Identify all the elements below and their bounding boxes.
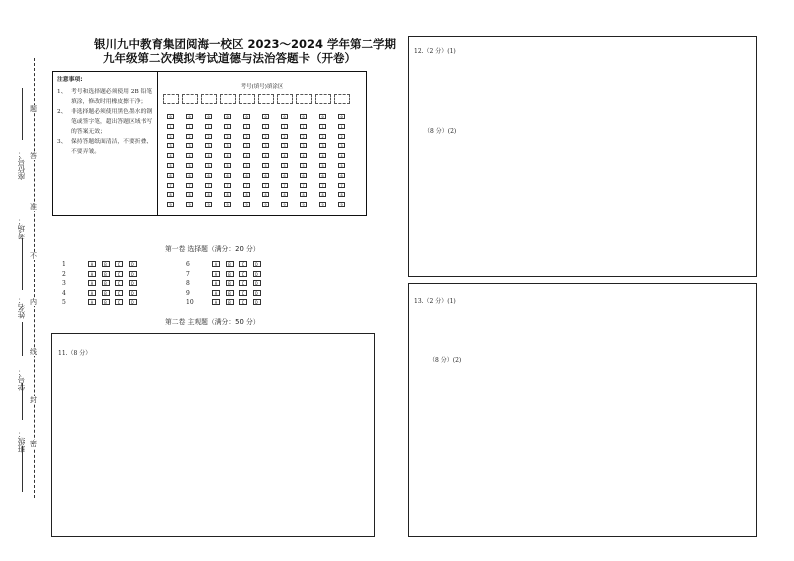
id-column (163, 94, 179, 214)
id-digit-bubble[interactable]: 5 (338, 163, 345, 168)
id-digit-bubble[interactable]: 1 (205, 124, 212, 129)
id-digit-bubble[interactable]: 0 (186, 114, 193, 119)
binding-char: 密 (30, 440, 37, 448)
id-digit-bubble[interactable]: 1 (224, 124, 231, 129)
mc-option-bubble[interactable]: A (212, 280, 220, 286)
q13-part2-label: （8 分）(2) (429, 357, 462, 364)
mc-option-bubble[interactable]: D (129, 290, 137, 296)
mc-option-bubble[interactable]: D (253, 290, 261, 296)
id-digit-bubble[interactable]: 7 (300, 183, 307, 188)
id-digit-bubble[interactable]: 6 (205, 173, 212, 178)
binding-char: 不 (30, 252, 37, 260)
notice-item (57, 107, 153, 137)
id-digit-bubble[interactable]: 3 (338, 143, 345, 148)
id-digit-bubble[interactable]: 3 (167, 143, 174, 148)
mc-question-row (186, 289, 258, 298)
id-digit-bubble[interactable]: 5 (224, 163, 231, 168)
id-digit-bubble[interactable]: 1 (262, 124, 269, 129)
id-digit-bubble[interactable]: 2 (205, 134, 212, 139)
id-digit-bubble[interactable]: 9 (338, 202, 345, 207)
id-digit-bubble[interactable]: 6 (167, 173, 174, 178)
id-digit-bubble[interactable]: 9 (167, 202, 174, 207)
notice-item-text: 保持答题纸面清洁，不要折叠、不要弄皱。 (71, 139, 153, 155)
id-digit-bubble[interactable]: 1 (319, 124, 326, 129)
id-digit-bubble[interactable]: 4 (167, 153, 174, 158)
id-digit-bubble[interactable]: 9 (262, 202, 269, 207)
mc-option-bubble[interactable]: B (226, 299, 234, 305)
id-digit-bubble[interactable]: 5 (167, 163, 174, 168)
id-digit-bubble[interactable]: 4 (338, 153, 345, 158)
mc-option-bubble[interactable]: A (88, 299, 96, 305)
mc-question-number: 7 (186, 270, 190, 278)
id-digit-bubble[interactable]: 9 (243, 202, 250, 207)
id-digit-bubble[interactable]: 0 (224, 114, 231, 119)
id-digit-bubble[interactable]: 2 (167, 134, 174, 139)
mc-question-row (62, 280, 134, 288)
id-digit-bubble[interactable]: 4 (224, 153, 231, 158)
id-digit-bubble[interactable]: 9 (186, 202, 193, 207)
id-digit-bubble[interactable]: 2 (300, 134, 307, 139)
mc-question-number: 9 (186, 289, 190, 297)
mc-option-bubble[interactable]: C (115, 290, 123, 296)
id-digit-bubble[interactable]: 3 (224, 143, 231, 148)
mc-question-number: 6 (186, 261, 190, 268)
id-digit-bubble[interactable]: 5 (281, 163, 288, 168)
id-digit-write-box[interactable] (315, 94, 331, 104)
mc-option-bubble[interactable]: A (88, 280, 96, 286)
id-digit-bubble[interactable]: 2 (224, 134, 231, 139)
id-digit-bubble[interactable]: 1 (167, 124, 174, 129)
id-digit-bubble[interactable]: 8 (243, 192, 250, 197)
id-digit-bubble[interactable]: 6 (243, 173, 250, 178)
id-digit-write-box[interactable] (239, 94, 255, 104)
binding-dashed-line (34, 58, 35, 498)
mc-option-bubble[interactable]: D (129, 271, 137, 277)
notice-item-number: 1、 (57, 89, 67, 95)
id-digit-bubble[interactable]: 5 (300, 163, 307, 168)
id-digit-bubble[interactable]: 1 (338, 124, 345, 129)
id-digit-bubble[interactable]: 0 (338, 114, 345, 119)
mc-option-bubble[interactable]: A (212, 299, 220, 305)
mc-option-bubble[interactable]: C (239, 280, 247, 286)
notice-item-text: 非选择题必须使用黑色墨水的钢笔或签字笔，超出答题区域书写的答案无效； (71, 109, 153, 135)
id-digit-bubble[interactable]: 5 (319, 163, 326, 168)
mc-option-bubble[interactable]: C (115, 271, 123, 277)
id-digit-bubble[interactable]: 9 (300, 202, 307, 207)
id-digit-bubble[interactable]: 8 (338, 192, 345, 197)
id-digit-bubble[interactable]: 7 (167, 183, 174, 188)
binding-fill-line[interactable] (22, 446, 23, 492)
id-digit-bubble[interactable]: 4 (262, 153, 269, 158)
mc-question-number: 8 (186, 280, 190, 287)
id-digit-bubble[interactable]: 8 (224, 192, 231, 197)
id-digit-bubble[interactable]: 2 (319, 134, 326, 139)
id-column (239, 94, 255, 214)
id-digit-bubble[interactable]: 4 (281, 153, 288, 158)
id-digit-bubble[interactable]: 7 (205, 183, 212, 188)
student-id-grid[interactable] (163, 94, 358, 214)
id-digit-bubble[interactable]: 4 (205, 153, 212, 158)
id-column (201, 94, 217, 214)
mc-option-bubble[interactable]: B (102, 261, 110, 267)
id-digit-bubble[interactable]: 1 (281, 124, 288, 129)
id-digit-bubble[interactable]: 3 (300, 143, 307, 148)
mc-question-number: 3 (62, 280, 66, 287)
part2-title: 第二卷 主观题（满分：50 分） (165, 318, 260, 326)
mc-option-bubble[interactable]: C (115, 299, 123, 305)
id-digit-bubble[interactable]: 8 (205, 192, 212, 197)
id-column (182, 94, 198, 214)
id-digit-bubble[interactable]: 0 (243, 114, 250, 119)
mc-option-bubble[interactable]: A (212, 261, 220, 267)
id-digit-bubble[interactable]: 3 (186, 143, 193, 148)
binding-field-label: 班级： (17, 430, 26, 453)
q11-label: 11.（8 分） (58, 350, 92, 357)
mc-question-number: 1 (62, 261, 66, 268)
notice-instructions (53, 72, 158, 215)
id-digit-bubble[interactable]: 8 (319, 192, 326, 197)
mc-option-bubble[interactable]: B (226, 290, 234, 296)
id-digit-bubble[interactable]: 7 (319, 183, 326, 188)
q13-part1-label: 13.（2 分）(1) (414, 298, 456, 305)
mc-option-bubble[interactable]: B (102, 290, 110, 296)
title-line-1: 银川九中教育集团阅海一校区 2023～2024 学年第二学期 (94, 37, 397, 51)
mc-option-bubble[interactable]: D (129, 280, 137, 286)
id-digit-write-box[interactable] (163, 94, 179, 104)
mc-option-bubble[interactable]: A (88, 290, 96, 296)
id-digit-bubble[interactable]: 8 (167, 192, 174, 197)
mc-question-row (62, 289, 134, 298)
id-digit-bubble[interactable]: 9 (319, 202, 326, 207)
id-digit-bubble[interactable]: 9 (205, 202, 212, 207)
id-digit-bubble[interactable]: 6 (262, 173, 269, 178)
binding-char: 准 (30, 203, 37, 211)
answer-box-q11[interactable] (51, 333, 375, 537)
mc-option-bubble[interactable]: C (115, 280, 123, 286)
mc-option-bubble[interactable]: C (115, 261, 123, 267)
mc-option-bubble[interactable]: A (212, 271, 220, 277)
id-digit-bubble[interactable]: 2 (243, 134, 250, 139)
binding-field-label: 学号： (17, 368, 26, 391)
id-digit-bubble[interactable]: 7 (338, 183, 345, 188)
id-digit-bubble[interactable]: 5 (205, 163, 212, 168)
binding-fill-line[interactable] (22, 322, 23, 356)
mc-option-bubble[interactable]: A (88, 261, 96, 267)
binding-fill-line[interactable] (22, 238, 23, 290)
mc-option-bubble[interactable]: B (102, 299, 110, 305)
answer-box-q12[interactable] (408, 36, 757, 277)
id-digit-bubble[interactable]: 8 (186, 192, 193, 197)
notice-item (57, 137, 153, 157)
mc-question-row (62, 261, 134, 269)
binding-field-label: 考场： (17, 217, 26, 240)
id-column (296, 94, 312, 214)
binding-fill-line[interactable] (22, 383, 23, 420)
id-digit-bubble[interactable]: 0 (281, 114, 288, 119)
binding-char: 题 (30, 105, 37, 113)
notice-item-number: 3、 (57, 139, 67, 145)
id-digit-bubble[interactable]: 5 (186, 163, 193, 168)
id-digit-bubble[interactable]: 1 (243, 124, 250, 129)
id-digit-bubble[interactable]: 7 (281, 183, 288, 188)
id-digit-bubble[interactable]: 2 (186, 134, 193, 139)
mc-question-row (62, 299, 134, 307)
id-digit-bubble[interactable]: 3 (243, 143, 250, 148)
id-digit-bubble[interactable]: 0 (205, 114, 212, 119)
id-digit-bubble[interactable]: 2 (338, 134, 345, 139)
notice-heading: 注意事项: (57, 77, 83, 83)
id-digit-bubble[interactable]: 7 (224, 183, 231, 188)
id-digit-bubble[interactable]: 5 (262, 163, 269, 168)
mc-question-number: 10 (186, 299, 194, 306)
id-column (220, 94, 236, 214)
id-digit-bubble[interactable]: 6 (224, 173, 231, 178)
mc-question-number: 2 (62, 270, 66, 278)
id-digit-bubble[interactable]: 4 (186, 153, 193, 158)
id-digit-bubble[interactable]: 8 (281, 192, 288, 197)
id-digit-bubble[interactable]: 1 (300, 124, 307, 129)
id-column (277, 94, 293, 214)
id-digit-bubble[interactable]: 1 (186, 124, 193, 129)
title-line-2: 九年级第二次模拟考试道德与法治答题卡（开卷） (103, 51, 356, 65)
id-digit-bubble[interactable]: 3 (281, 143, 288, 148)
mc-option-bubble[interactable]: C (239, 271, 247, 277)
mc-question-row (62, 270, 134, 279)
id-digit-write-box[interactable] (296, 94, 312, 104)
binding-char: 内 (30, 298, 37, 306)
mc-option-bubble[interactable]: D (253, 271, 261, 277)
part1-title: 第一卷 选择题（满分：20 分） (165, 245, 260, 253)
notice-item-text: 考号和选择题必须使用 2B 铅笔填涂，修改时用橡皮擦干净； (71, 89, 153, 105)
mc-question-number: 4 (62, 289, 66, 297)
id-digit-bubble[interactable]: 2 (262, 134, 269, 139)
id-digit-bubble[interactable]: 6 (338, 173, 345, 178)
binding-char: 答 (30, 152, 37, 160)
id-digit-bubble[interactable]: 4 (243, 153, 250, 158)
mc-option-bubble[interactable]: B (226, 271, 234, 277)
mc-option-bubble[interactable]: A (88, 271, 96, 277)
q12-part1-label: 12.（2 分）(1) (414, 48, 456, 55)
id-grid-title: 考号(填号)填涂区 (240, 84, 284, 90)
mc-question-row (186, 270, 258, 279)
mc-option-bubble[interactable]: D (253, 280, 261, 286)
id-digit-bubble[interactable]: 0 (262, 114, 269, 119)
binding-char: 线 (30, 348, 37, 356)
id-digit-write-box[interactable] (277, 94, 293, 104)
mc-option-bubble[interactable]: D (129, 261, 137, 267)
id-digit-bubble[interactable]: 6 (281, 173, 288, 178)
binding-field-label: 姓名： (17, 296, 26, 319)
id-digit-write-box[interactable] (220, 94, 236, 104)
id-digit-bubble[interactable]: 0 (300, 114, 307, 119)
id-digit-bubble[interactable]: 4 (300, 153, 307, 158)
mc-option-bubble[interactable]: D (253, 299, 261, 305)
id-digit-bubble[interactable]: 3 (205, 143, 212, 148)
binding-fill-line[interactable] (22, 88, 23, 140)
mc-question-row (186, 261, 258, 269)
mc-option-bubble[interactable]: B (102, 280, 110, 286)
id-digit-bubble[interactable]: 0 (319, 114, 326, 119)
id-digit-bubble[interactable]: 7 (243, 183, 250, 188)
binding-field-label: 座位号： (17, 150, 26, 180)
id-digit-bubble[interactable]: 9 (281, 202, 288, 207)
id-digit-bubble[interactable]: 2 (281, 134, 288, 139)
id-digit-bubble[interactable]: 6 (186, 173, 193, 178)
mc-question-number: 5 (62, 299, 66, 306)
id-digit-write-box[interactable] (258, 94, 274, 104)
id-digit-write-box[interactable] (182, 94, 198, 104)
id-digit-write-box[interactable] (334, 94, 350, 104)
id-digit-bubble[interactable]: 7 (262, 183, 269, 188)
id-column (334, 94, 350, 214)
mc-option-bubble[interactable]: B (226, 261, 234, 267)
id-digit-bubble[interactable]: 6 (300, 173, 307, 178)
mc-question-row (186, 280, 258, 288)
id-column (258, 94, 274, 214)
mc-option-bubble[interactable]: C (239, 261, 247, 267)
id-digit-bubble[interactable]: 4 (319, 153, 326, 158)
id-digit-bubble[interactable]: 0 (167, 114, 174, 119)
id-digit-bubble[interactable]: 6 (319, 173, 326, 178)
notice-item-number: 2、 (57, 109, 67, 115)
mc-option-bubble[interactable]: C (239, 299, 247, 305)
mc-option-bubble[interactable]: C (239, 290, 247, 296)
notice-item (57, 87, 153, 107)
id-digit-bubble[interactable]: 7 (186, 183, 193, 188)
id-column (315, 94, 331, 214)
id-digit-bubble[interactable]: 8 (300, 192, 307, 197)
id-digit-bubble[interactable]: 3 (262, 143, 269, 148)
mc-option-bubble[interactable]: D (253, 261, 261, 267)
id-digit-write-box[interactable] (201, 94, 217, 104)
answer-box-q13[interactable] (408, 283, 757, 537)
mc-option-bubble[interactable]: A (212, 290, 220, 296)
q12-part2-label: （8 分）(2) (424, 128, 457, 135)
mc-question-row (186, 299, 258, 307)
id-digit-bubble[interactable]: 5 (243, 163, 250, 168)
id-digit-bubble[interactable]: 9 (224, 202, 231, 207)
mc-option-bubble[interactable]: D (129, 299, 137, 305)
mc-option-bubble[interactable]: B (226, 280, 234, 286)
mc-option-bubble[interactable]: B (102, 271, 110, 277)
id-digit-bubble[interactable]: 3 (319, 143, 326, 148)
id-digit-bubble[interactable]: 8 (262, 192, 269, 197)
binding-char: 封 (30, 396, 37, 404)
